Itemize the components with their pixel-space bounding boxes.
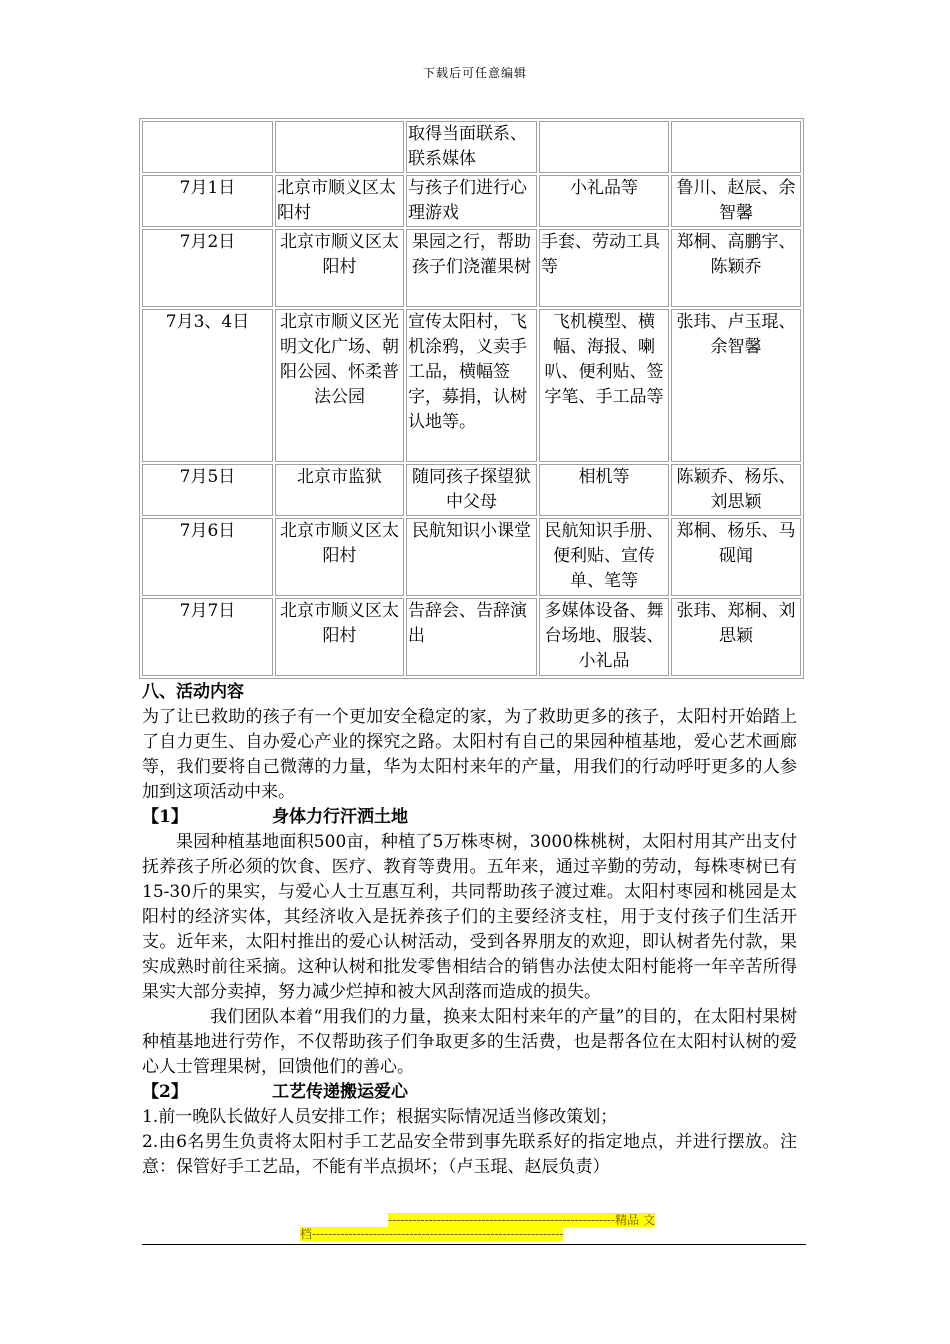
table-cell: 张玮、卢玉琨、余智馨 [671, 309, 801, 462]
table-cell: 鲁川、赵辰、余智馨 [671, 175, 801, 227]
table-cell [275, 121, 404, 173]
table-row [142, 518, 801, 596]
body-paragraph: 我们团队本着“用我们的力量，换来太阳村来年的产量”的目的，在太阳村果树种植基地进行劳作，不仅帮助孩子们争取更多的生活费，也是帮各位在太阳村认树的爱心人士管理果树，回馈他们的善心。 [142, 1007, 797, 1077]
table-cell: 7月2日 [142, 229, 273, 307]
table-cell: 告辞会、告辞演出 [406, 598, 537, 676]
table-row [142, 464, 801, 516]
table-cell: 飞机模型、横幅、海报、喇叭、便利贴、签字笔、手工品等 [539, 309, 669, 462]
table-cell [142, 121, 273, 173]
subsection-title: 身体力行汗洒土地 [272, 807, 408, 827]
table-cell: 北京市顺义区光明文化广场、朝阳公园、怀柔普法公园 [275, 309, 404, 462]
table-cell: 张玮、郑桐、刘思颖 [671, 598, 801, 676]
table-cell [671, 121, 801, 173]
table-cell: 小礼品等 [539, 175, 669, 227]
table-cell: 果园之行，帮助孩子们浇灌果树 [406, 229, 537, 307]
table-cell: 随同孩子探望狱中父母 [406, 464, 537, 516]
table-cell: 郑桐、高鹏宇、陈颖乔 [671, 229, 801, 307]
table-row [142, 598, 801, 676]
table-row [142, 121, 801, 173]
table-row [142, 175, 801, 227]
body-paragraph: 果园种植基地面积500亩，种植了5万株枣树，3000株桃树，太阳村用其产出支付抚养孩子所必须的饮食、医疗、教育等费用。五年来，通过辛勤的劳动，每株枣树已有15-30斤的果实，与爱心人士互惠互利，共同帮助孩子渡过难。太阳村枣园和桃园是太阳村的经济实体，其经济收入是抚养孩子们的主要经济支柱，用于支付孩子们生活开支。近年来，太阳村推出的爱心认树活动，受到各界朋友的欢迎，即认树者先付款，果实成熟时前往采摘。这种认树和批发零售相结合的销售办法使太阳村能将一年辛苦所得果实大部分卖掉，努力减少烂掉和被大风刮落而造成的损失。 [142, 832, 797, 1002]
footer-divider [142, 1244, 806, 1245]
table-cell: 7月1日 [142, 175, 273, 227]
table-cell: 多媒体设备、舞台场地、服装、小礼品 [539, 598, 669, 676]
subsection-2-heading [142, 1080, 797, 1105]
table-cell: 北京市顺义区太阳村 [275, 598, 404, 676]
list-item: 2.由6名男生负责将太阳村手工艺品安全带到事先联系好的指定地点，并进行摆放。注意：保管好手工艺品，不能有半点损坏；（卢玉琨、赵辰负责） [142, 1132, 797, 1177]
footer-line-2: 档-------------------------------------------------------------- [300, 1227, 564, 1241]
subsection-title: 工艺传递搬运爱心 [272, 1082, 408, 1102]
intro-paragraph: 为了让已救助的孩子有一个更加安全稳定的家，为了救助更多的孩子，太阳村开始踏上了自力更生、自办爱心产业的探究之路。太阳村有自己的果园种植基地，爱心艺术画廊等，我们要将自己微薄的力量，华为太阳村来年的产量，用我们的行动呼吁更多的人参加到这项活动中来。 [142, 707, 797, 802]
page-header: 下载后可任意编辑 [422, 66, 527, 80]
table-cell: 陈颖乔、杨乐、刘思颖 [671, 464, 801, 516]
table-row [142, 309, 801, 462]
footer-watermark [300, 1213, 655, 1241]
table-cell: 7月6日 [142, 518, 273, 596]
table-cell: 郑桐、杨乐、马砚闻 [671, 518, 801, 596]
table-cell: 7月7日 [142, 598, 273, 676]
table-cell: 取得当面联系、联系媒体 [406, 121, 537, 173]
table-cell: 北京市顺义区太阳村 [275, 229, 404, 307]
table-cell: 与孩子们进行心理游戏 [406, 175, 537, 227]
subsection-1-heading [142, 805, 797, 830]
table-cell: 北京市顺义区太阳村 [275, 175, 404, 227]
subsection-number: 【1】 [142, 807, 188, 827]
table-cell: 北京市顺义区太阳村 [275, 518, 404, 596]
table-cell: 手套、劳动工具等 [539, 229, 669, 307]
table-cell: 民航知识手册、便利贴、宣传单、笔等 [539, 518, 669, 596]
table-row [142, 229, 801, 307]
table-cell: 民航知识小课堂 [406, 518, 537, 596]
activity-content [142, 680, 797, 1180]
subsection-number: 【2】 [142, 1082, 188, 1102]
section-heading: 八、活动内容 [142, 682, 244, 702]
table-cell [539, 121, 669, 173]
schedule-table [139, 118, 804, 679]
table-cell: 相机等 [539, 464, 669, 516]
table-cell: 北京市监狱 [275, 464, 404, 516]
table-cell: 7月5日 [142, 464, 273, 516]
table-cell: 宣传太阳村，飞机涂鸦，义卖手工品，横幅签字，募捐，认树认地等。 [406, 309, 537, 462]
footer-line-1: --------------------------------------------------------精品 文 [388, 1213, 655, 1227]
list-item: 1.前一晚队长做好人员安排工作；根据实际情况适当修改策划； [142, 1107, 618, 1127]
table-cell: 7月3、4日 [142, 309, 273, 462]
